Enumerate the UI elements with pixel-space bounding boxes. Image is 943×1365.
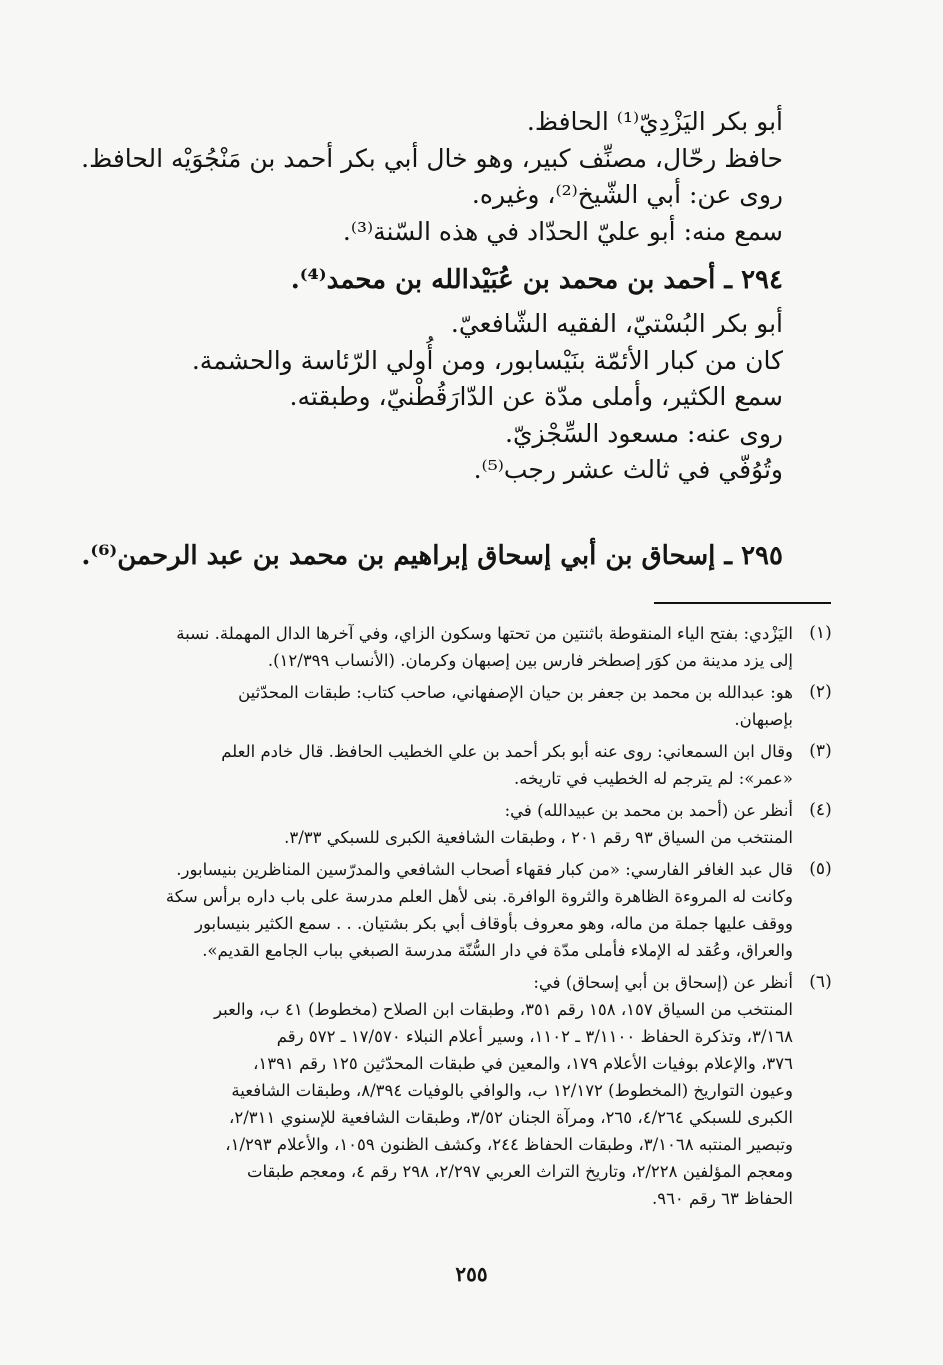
- text-line: حافظ رحّال، مصنِّف كبير، وهو خال أبي بكر أحمد بن مَنْجُوَيْه الحافظ.: [81, 143, 783, 173]
- text-line: روى عن: أبي الشّيخ⁽²⁾، وغيره.: [471, 180, 783, 209]
- footnote-line: بإصبهان.: [734, 710, 793, 729]
- footnote-number: (٥): [809, 859, 832, 879]
- footnote-3: [98, 738, 843, 792]
- footnote-line: الكبرى للسبكي ٤/٢٦٤، ٢٦٥، ومرآة الجنان ٣/٥٢، وطبقات الشافعية للإسنوي ٢/٣١١،: [229, 1108, 793, 1127]
- footnote-line: ووقف عليها جملة من ماله، وهو معروف بأوقاف أبي بكر بشتيان. . . سمع الكثير بنيسابور: [195, 914, 793, 933]
- text-line: كان من كبار الأئمّة بنَيْسابور، ومن أُولي الرّئاسة والحشمة.: [191, 345, 783, 375]
- text-line: سمع منه: أبو عليّ الحدّاد في هذه السّنة⁽³⁾.: [342, 216, 783, 246]
- footnote-line: وكانت له المروءة الظاهرة والثروة الوافرة. بنى لأهل العلم مدرسة على باب داره برأس سكة: [165, 887, 793, 906]
- entry-heading-294: ٢٩٤ ـ أحمد بن محمد بن عُبَيْدالله بن محمد⁽⁴⁾.: [290, 265, 783, 295]
- footnotes: [98, 620, 843, 1217]
- text-line: وتُوُفّي في ثالث عشر رجب⁽⁵⁾.: [473, 455, 783, 484]
- footnote-line: والعراق، وعُقد له الإملاء فأملى مدّة في دار السُّنّة مدرسة الصبغي بباب الجامع القديم».: [202, 941, 793, 960]
- footnote-line: المنتخب من السياق ٩٣ رقم ٢٠١ ، وطبقات الشافعية الكبرى للسبكي ٣/٣٣.: [284, 828, 793, 847]
- text-line: روى عنه: مسعود السِّجْزيّ.: [505, 418, 783, 448]
- footnote-number: (٣): [809, 741, 832, 761]
- footnote-number: (٤): [809, 800, 832, 820]
- footnote-line: وعيون التواريخ (المخطوط) ١٢/١٧٢ ب، والوافي بالوفيات ٨/٣٩٤، وطبقات الشافعية: [231, 1081, 793, 1100]
- footnote-line: ومعجم المؤلفين ٢/٢٢٨، وتاريخ التراث العربي ٢/٢٩٧، ٢٩٨ رقم ٤، ومعجم طبقات: [246, 1162, 793, 1181]
- footnote-line: إلى يزد مدينة من كوَر إصطخر فارس بين إصبهان وكرمان. (الأنساب ١٢/٣٩٩).: [267, 651, 793, 670]
- footnote-number: (٢): [809, 682, 832, 702]
- footnote-1: [98, 620, 843, 674]
- footnote-line: وقال ابن السمعاني: روى عنه أبو بكر أحمد بن علي الخطيب الحافظ. قال خادم العلم: [221, 742, 793, 761]
- main-text: [81, 104, 783, 571]
- footnote-line: وتبصير المنتبه ٣/١٠٦٨، وطبقات الحفاظ ٢٤٤، وكشف الظنون ١٠٥٩، والأعلام ١/٢٩٣،: [225, 1135, 793, 1154]
- footnote-4: [98, 797, 843, 851]
- page-number: ٢٥٥: [455, 1262, 488, 1286]
- footnote-line: ٣/١٦٨، وتذكرة الحفاظ ٣/١١٠٠ ـ ١١٠٢، وسير أعلام النبلاء ١٧/٥٧٠ ـ ٥٧٢ رقم: [276, 1027, 793, 1046]
- footnote-line: قال عبد الغافر الفارسي: «من كبار فقهاء أصحاب الشافعي والمدرّسين المناظرين بنيسابور.: [176, 860, 793, 879]
- text-line: أبو بكر البُسْتيّ، الفقيه الشّافعيّ.: [450, 309, 783, 338]
- footnote-divider: [654, 602, 831, 604]
- footnote-number: (٦): [809, 972, 832, 992]
- footnote-line: أنظر عن (إسحاق بن أبي إسحاق) في:: [533, 973, 793, 992]
- footnote-line: اليَزْدي: بفتح الياء المنقوطة باثنتين من تحتها وسكون الزاي، وفي آخرها الدال المهملة. نسبة: [176, 624, 793, 643]
- footnote-number: (١): [809, 623, 832, 643]
- footnote-2: [98, 679, 843, 733]
- footnote-line: «عمر»: لم يترجم له الخطيب في تاريخه.: [514, 769, 793, 788]
- footnote-line: المنتخب من السياق ١٥٧، ١٥٨ رقم ٣٥١، وطبقات ابن الصلاح (مخطوط) ٤١ ب، والعبر: [213, 1000, 793, 1019]
- footnote-line: الحفاظ ٦٣ رقم ٩٦٠.: [651, 1189, 793, 1208]
- footnote-5: [98, 856, 843, 964]
- footnote-line: هو: عبدالله بن محمد بن جعفر بن حيان الإصفهاني، صاحب كتاب: طبقات المحدّثين: [238, 683, 793, 702]
- footnote-6: [98, 969, 843, 1212]
- entry-heading-295: ٢٩٥ ـ إسحاق بن أبي إسحاق إبراهيم بن محمد بن عبد الرحمن⁽⁶⁾.: [81, 541, 783, 571]
- text-line: سمع الكثير، وأملى مدّة عن الدّارَقُطْنيّ، وطبقته.: [289, 382, 783, 411]
- footnote-line: ٣٧٦، والإعلام بوفيات الأعلام ١٧٩، والمعين في طبقات المحدّثين ١٢٥ رقم ١٣٩١،: [253, 1054, 793, 1073]
- text-line: أبو بكر اليَزْدِيّ⁽¹⁾ الحافظ.: [526, 107, 783, 136]
- footnote-line: أنظر عن (أحمد بن محمد بن عبيدالله) في:: [504, 801, 793, 820]
